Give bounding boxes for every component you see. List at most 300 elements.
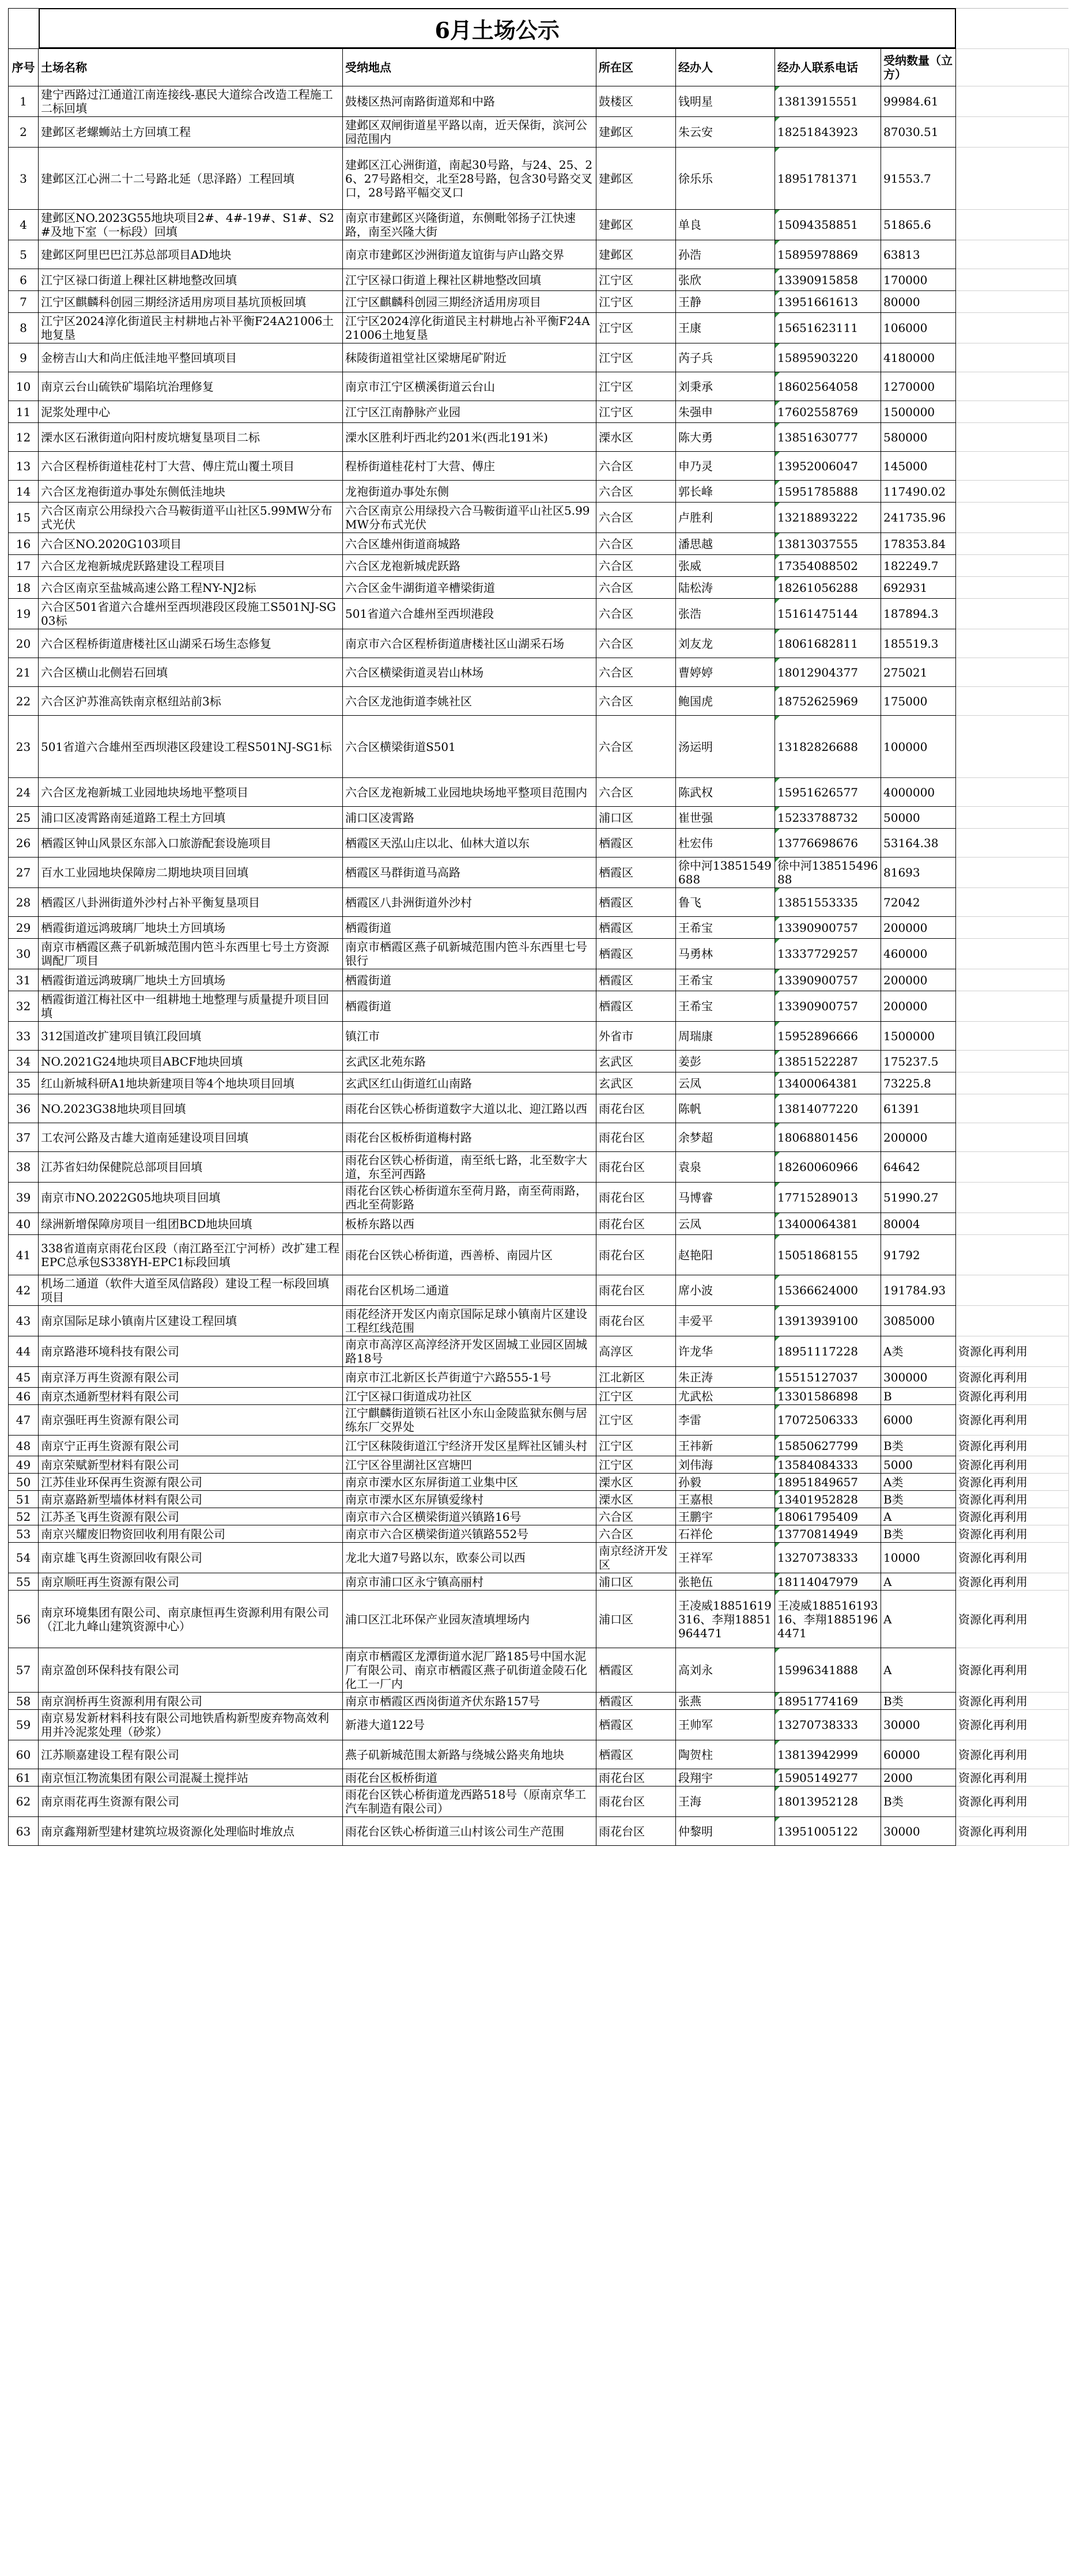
cell-extra: 资源化再利用 [956, 1817, 1069, 1846]
table-row [9, 1456, 1069, 1474]
cell-extra [956, 1235, 1069, 1275]
cell-seq: 7 [9, 291, 39, 313]
cell-extra: 资源化再利用 [956, 1740, 1069, 1769]
cell-phone: 17354088502 [775, 555, 881, 577]
cell-district: 六合区 [596, 1508, 676, 1525]
cell-seq: 54 [9, 1543, 39, 1573]
cell-name: 南京强旺再生资源有限公司 [39, 1405, 343, 1436]
cell-phone: 13390915858 [775, 269, 881, 291]
cell-seq: 45 [9, 1367, 39, 1388]
table-row [9, 1591, 1069, 1648]
cell-seq: 33 [9, 1022, 39, 1051]
table-row [9, 991, 1069, 1022]
cell-name: NO.2023G38地块项目回填 [39, 1094, 343, 1123]
cell-district: 栖霞区 [596, 858, 676, 888]
table-row [9, 1306, 1069, 1336]
cell-handler: 马勇林 [676, 939, 775, 969]
cell-phone: 15366624000 [775, 1275, 881, 1306]
cell-phone: 13813942999 [775, 1740, 881, 1769]
cell-extra: 资源化再利用 [956, 1436, 1069, 1456]
cell-quantity: 182249.7 [881, 555, 956, 577]
cell-district: 雨花台区 [596, 1152, 676, 1183]
cell-district: 雨花台区 [596, 1275, 676, 1306]
cell-district: 栖霞区 [596, 917, 676, 939]
cell-seq: 5 [9, 240, 39, 269]
cell-quantity: B类 [881, 1491, 956, 1508]
cell-name: 江宁区禄口街道上稞社区耕地整改回填 [39, 269, 343, 291]
cell-quantity: 5000 [881, 1456, 956, 1474]
cell-handler: 鲁飞 [676, 888, 775, 917]
cell-name: 江宁区麒麟科创园三期经济适用房项目基坑顶板回填 [39, 291, 343, 313]
cell-phone: 王凌威18851619316、李翔18851964471 [775, 1591, 881, 1648]
cell-phone: 18251843923 [775, 117, 881, 148]
cell-seq: 11 [9, 401, 39, 423]
cell-seq: 31 [9, 969, 39, 991]
cell-name: 南京杰通新型材料有限公司 [39, 1388, 343, 1405]
cell-district: 江宁区 [596, 372, 676, 401]
cell-extra [956, 991, 1069, 1022]
cell-district: 雨花台区 [596, 1769, 676, 1786]
cell-name: 江苏圣飞再生资源有限公司 [39, 1508, 343, 1525]
cell-seq: 46 [9, 1388, 39, 1405]
cell-location: 秣陵街道祖堂社区梁塘尾矿附近 [343, 343, 596, 372]
cell-location: 栖霞区八卦洲街道外沙村 [343, 888, 596, 917]
cell-location: 六合区金牛湖街道辛槽梁街道 [343, 577, 596, 599]
cell-phone: 15161475144 [775, 599, 881, 629]
cell-name: 栖霞街道远鸿玻璃厂地块土方回填场 [39, 969, 343, 991]
table-row [9, 1072, 1069, 1094]
cell-extra [956, 555, 1069, 577]
cell-seq: 24 [9, 778, 39, 807]
cell-quantity: 300000 [881, 1367, 956, 1388]
cell-handler: 王希宝 [676, 969, 775, 991]
cell-location: 江宁区秣陵街道江宁经济开发区星辉社区铺头村 [343, 1436, 596, 1456]
cell-location: 鼓楼区热河南路街道郑和中路 [343, 86, 596, 117]
cell-quantity: A [881, 1648, 956, 1693]
cell-district: 建邺区 [596, 148, 676, 210]
cell-seq: 21 [9, 658, 39, 687]
cell-location: 江宁区禄口街道上稞社区耕地整改回填 [343, 269, 596, 291]
cell-quantity: 580000 [881, 423, 956, 452]
cell-location: 龙北大道7号路以东，欧泰公司以西 [343, 1543, 596, 1573]
cell-location: 雨花台区机场二通道 [343, 1275, 596, 1306]
cell-seq: 60 [9, 1740, 39, 1769]
cell-handler: 王希宝 [676, 917, 775, 939]
cell-name: 六合区NO.2020G103项目 [39, 533, 343, 555]
cell-seq: 26 [9, 829, 39, 858]
cell-handler: 王帅军 [676, 1710, 775, 1740]
cell-location: 南京市江宁区横溪街道云台山 [343, 372, 596, 401]
cell-quantity: 241735.96 [881, 503, 956, 533]
cell-quantity: 200000 [881, 969, 956, 991]
table-row [9, 401, 1069, 423]
cell-seq: 25 [9, 807, 39, 829]
cell-name: 江苏佳业环保再生资源有限公司 [39, 1474, 343, 1491]
cell-seq: 48 [9, 1436, 39, 1456]
cell-quantity: 30000 [881, 1710, 956, 1740]
land-table [8, 48, 1069, 1846]
cell-district: 六合区 [596, 599, 676, 629]
cell-handler: 王希宝 [676, 991, 775, 1022]
cell-extra [956, 577, 1069, 599]
cell-location: 雨花台区铁心桥街道数字大道以北、迎江路以西 [343, 1094, 596, 1123]
cell-phone: 17072506333 [775, 1405, 881, 1436]
cell-phone: 13584084333 [775, 1456, 881, 1474]
cell-quantity: 1500000 [881, 1022, 956, 1051]
cell-location: 镇江市 [343, 1022, 596, 1051]
cell-extra [956, 629, 1069, 658]
table-row [9, 1525, 1069, 1543]
cell-extra: 资源化再利用 [956, 1336, 1069, 1367]
cell-name: 六合区南京至盐城高速公路工程NY-NJ2标 [39, 577, 343, 599]
cell-district: 雨花台区 [596, 1235, 676, 1275]
cell-location: 栖霞区马群街道马高路 [343, 858, 596, 888]
cell-name: 建宁西路过江通道江南连接线-惠民大道综合改造工程施工二标回填 [39, 86, 343, 117]
cell-phone: 13913939100 [775, 1306, 881, 1336]
cell-quantity: 170000 [881, 269, 956, 291]
cell-handler: 张燕 [676, 1693, 775, 1710]
cell-district: 六合区 [596, 778, 676, 807]
cell-name: 南京恒江物流集团有限公司混凝土搅拌站 [39, 1769, 343, 1786]
cell-name: 六合区龙袍新城工业园地块场地平整项目 [39, 778, 343, 807]
cell-quantity: A类 [881, 1474, 956, 1491]
cell-handler: 孙浩 [676, 240, 775, 269]
cell-extra: 资源化再利用 [956, 1573, 1069, 1591]
cell-extra: 资源化再利用 [956, 1388, 1069, 1405]
cell-extra [956, 917, 1069, 939]
cell-phone: 13390900757 [775, 991, 881, 1022]
cell-name: 南京鑫翔新型建材建筑垃圾资源化处理临时堆放点 [39, 1817, 343, 1846]
cell-quantity: 275021 [881, 658, 956, 687]
cell-seq: 32 [9, 991, 39, 1022]
cell-quantity: 91553.7 [881, 148, 956, 210]
cell-district: 六合区 [596, 555, 676, 577]
cell-name: 南京润桥再生资源利用有限公司 [39, 1693, 343, 1710]
cell-handler: 张威 [676, 555, 775, 577]
cell-quantity: A类 [881, 1336, 956, 1367]
cell-phone: 13390900757 [775, 969, 881, 991]
cell-seq: 36 [9, 1094, 39, 1123]
cell-district: 高淳区 [596, 1336, 676, 1367]
cell-extra [956, 401, 1069, 423]
cell-district: 玄武区 [596, 1051, 676, 1072]
cell-quantity: 63813 [881, 240, 956, 269]
cell-seq: 1 [9, 86, 39, 117]
cell-district: 六合区 [596, 533, 676, 555]
cell-seq: 63 [9, 1817, 39, 1846]
cell-quantity: B类 [881, 1436, 956, 1456]
cell-extra: 资源化再利用 [956, 1769, 1069, 1786]
cell-phone: 15951785888 [775, 481, 881, 503]
table-row [9, 1740, 1069, 1769]
cell-handler: 王康 [676, 313, 775, 343]
header-handler: 经办人 [676, 49, 775, 86]
cell-phone: 17715289013 [775, 1183, 881, 1213]
cell-location: 501省道六合雄州至西坝港段 [343, 599, 596, 629]
cell-location: 南京市溧水区东屏街道工业集中区 [343, 1474, 596, 1491]
cell-phone: 18602564058 [775, 372, 881, 401]
cell-quantity: B类 [881, 1786, 956, 1817]
cell-quantity: 191784.93 [881, 1275, 956, 1306]
cell-extra [956, 1051, 1069, 1072]
cell-quantity: 10000 [881, 1543, 956, 1573]
table-row [9, 1022, 1069, 1051]
cell-handler: 徐中河13851549688 [676, 858, 775, 888]
cell-phone: 18061682811 [775, 629, 881, 658]
cell-phone: 13400064381 [775, 1072, 881, 1094]
cell-extra: 资源化再利用 [956, 1786, 1069, 1817]
cell-phone: 18261056288 [775, 577, 881, 599]
cell-location: 溧水区胜利圩西北约201米(西北191米) [343, 423, 596, 452]
cell-location: 南京市浦口区永宁镇高丽村 [343, 1573, 596, 1591]
cell-phone: 18951849657 [775, 1474, 881, 1491]
cell-extra [956, 939, 1069, 969]
table-row [9, 687, 1069, 716]
cell-district: 外省市 [596, 1022, 676, 1051]
cell-name: 六合区龙袍街道办事处东侧低洼地块 [39, 481, 343, 503]
cell-extra: 资源化再利用 [956, 1710, 1069, 1740]
cell-location: 六合区龙池街道李姚社区 [343, 687, 596, 716]
cell-quantity: 4000000 [881, 778, 956, 807]
cell-location: 六合区南京公用绿投六合马鞍街道平山社区5.99MW分布式光伏 [343, 503, 596, 533]
cell-seq: 34 [9, 1051, 39, 1072]
cell-phone: 13270738333 [775, 1543, 881, 1573]
cell-extra [956, 117, 1069, 148]
cell-phone: 13400064381 [775, 1213, 881, 1235]
cell-location: 栖霞街道 [343, 969, 596, 991]
cell-location: 燕子矶新城范围太新路与绕城公路夹角地块 [343, 1740, 596, 1769]
cell-extra [956, 240, 1069, 269]
cell-quantity: 50000 [881, 807, 956, 829]
cell-seq: 10 [9, 372, 39, 401]
cell-extra [956, 858, 1069, 888]
cell-district: 栖霞区 [596, 1740, 676, 1769]
cell-extra: 资源化再利用 [956, 1474, 1069, 1491]
table-row [9, 1094, 1069, 1123]
cell-phone: 13270738333 [775, 1710, 881, 1740]
cell-seq: 40 [9, 1213, 39, 1235]
cell-extra [956, 1275, 1069, 1306]
cell-district: 六合区 [596, 629, 676, 658]
cell-handler: 陈帆 [676, 1094, 775, 1123]
cell-handler: 朱正涛 [676, 1367, 775, 1388]
cell-seq: 56 [9, 1591, 39, 1648]
table-row [9, 629, 1069, 658]
cell-name: NO.2021G24地块项目ABCF地块回填 [39, 1051, 343, 1072]
cell-extra: 资源化再利用 [956, 1648, 1069, 1693]
cell-location: 南京市栖霞区龙潭街道水泥厂路185号中国水泥厂有限公司、南京市栖霞区燕子矶街道金陵石化化工一厂内 [343, 1648, 596, 1693]
cell-phone: 15515127037 [775, 1367, 881, 1388]
cell-district: 溧水区 [596, 1491, 676, 1508]
table-row [9, 291, 1069, 313]
cell-quantity: 61391 [881, 1094, 956, 1123]
cell-seq: 22 [9, 687, 39, 716]
cell-phone: 18114047979 [775, 1573, 881, 1591]
cell-district: 栖霞区 [596, 969, 676, 991]
cell-extra [956, 969, 1069, 991]
cell-district: 六合区 [596, 503, 676, 533]
cell-quantity: 30000 [881, 1817, 956, 1846]
cell-handler: 刘伟海 [676, 1456, 775, 1474]
cell-location: 雨花台区铁心桥街道，南至纸七路，北至数字大道，东至河西路 [343, 1152, 596, 1183]
cell-quantity: 692931 [881, 577, 956, 599]
cell-handler: 朱云安 [676, 117, 775, 148]
cell-quantity: 73225.8 [881, 1072, 956, 1094]
table-row [9, 1543, 1069, 1573]
cell-quantity: 2000 [881, 1769, 956, 1786]
cell-seq: 41 [9, 1235, 39, 1275]
cell-location: 江宁区谷里湖社区宫塘凹 [343, 1456, 596, 1474]
cell-phone: 13851522287 [775, 1051, 881, 1072]
table-row [9, 313, 1069, 343]
table-row [9, 1235, 1069, 1275]
cell-quantity: B [881, 1388, 956, 1405]
cell-seq: 39 [9, 1183, 39, 1213]
cell-name: 建邺区阿里巴巴江苏总部项目AD地块 [39, 240, 343, 269]
cell-location: 南京市高淳区高淳经济开发区固城工业园区固城路18号 [343, 1336, 596, 1367]
cell-name: 栖霞区钟山风景区东部入口旅游配套设施项目 [39, 829, 343, 858]
cell-name: 江苏省妇幼保健院总部项目回填 [39, 1152, 343, 1183]
cell-seq: 35 [9, 1072, 39, 1094]
cell-quantity: 460000 [881, 939, 956, 969]
table-row [9, 599, 1069, 629]
cell-extra [956, 423, 1069, 452]
cell-phone: 15895978869 [775, 240, 881, 269]
header-phone: 经办人联系电话 [775, 49, 881, 86]
cell-extra [956, 291, 1069, 313]
cell-phone: 13813915551 [775, 86, 881, 117]
cell-quantity: 53164.38 [881, 829, 956, 858]
cell-seq: 59 [9, 1710, 39, 1740]
cell-district: 六合区 [596, 716, 676, 778]
cell-seq: 61 [9, 1769, 39, 1786]
cell-seq: 9 [9, 343, 39, 372]
cell-name: 南京路港环境科技有限公司 [39, 1336, 343, 1367]
table-row [9, 148, 1069, 210]
cell-extra: 资源化再利用 [956, 1591, 1069, 1648]
table-row [9, 1710, 1069, 1740]
cell-location: 雨花台区铁心桥街道，西善桥、南园片区 [343, 1235, 596, 1275]
table-row [9, 240, 1069, 269]
cell-location: 雨花台区铁心桥街道东至荷月路，南至荷雨路，西北至荷影路 [343, 1183, 596, 1213]
cell-district: 江北新区 [596, 1367, 676, 1388]
cell-extra [956, 599, 1069, 629]
cell-seq: 58 [9, 1693, 39, 1710]
cell-seq: 29 [9, 917, 39, 939]
cell-district: 浦口区 [596, 1591, 676, 1648]
cell-name: 六合区横山北侧岩石回填 [39, 658, 343, 687]
cell-name: 南京国际足球小镇南片区建设工程回填 [39, 1306, 343, 1336]
cell-extra: 资源化再利用 [956, 1491, 1069, 1508]
cell-extra [956, 807, 1069, 829]
cell-extra [956, 687, 1069, 716]
cell-seq: 18 [9, 577, 39, 599]
cell-seq: 42 [9, 1275, 39, 1306]
cell-district: 六合区 [596, 452, 676, 481]
cell-location: 雨花台区铁心桥街道三山村该公司生产范围 [343, 1817, 596, 1846]
cell-district: 江宁区 [596, 269, 676, 291]
cell-district: 栖霞区 [596, 1693, 676, 1710]
table-row [9, 1769, 1069, 1786]
cell-name: 南京顺旺再生资源有限公司 [39, 1573, 343, 1591]
cell-extra [956, 716, 1069, 778]
cell-phone: 13770814949 [775, 1525, 881, 1543]
cell-phone: 18068801456 [775, 1123, 881, 1152]
cell-name: 南京雄飞再生资源回收有限公司 [39, 1543, 343, 1573]
cell-name: 溧水区石湫街道向阳村废坑塘复垦项目二标 [39, 423, 343, 452]
cell-location: 栖霞区天泓山庄以北、仙林大道以东 [343, 829, 596, 858]
cell-district: 建邺区 [596, 117, 676, 148]
cell-quantity: 80004 [881, 1213, 956, 1235]
cell-handler: 徐乐乐 [676, 148, 775, 210]
cell-location: 南京市溧水区东屏镇爱缘村 [343, 1491, 596, 1508]
cell-district: 六合区 [596, 577, 676, 599]
cell-handler: 余梦超 [676, 1123, 775, 1152]
cell-district: 雨花台区 [596, 1306, 676, 1336]
cell-location: 江宁区麒麟科创园三期经济适用房项目 [343, 291, 596, 313]
cell-handler: 崔世强 [676, 807, 775, 829]
cell-seq: 28 [9, 888, 39, 917]
table-row [9, 577, 1069, 599]
table-row [9, 1405, 1069, 1436]
cell-quantity: 1270000 [881, 372, 956, 401]
cell-name: 南京雨花再生资源有限公司 [39, 1786, 343, 1817]
cell-district: 溧水区 [596, 1474, 676, 1491]
cell-extra [956, 1123, 1069, 1152]
table-row [9, 1693, 1069, 1710]
cell-handler: 郭长峰 [676, 481, 775, 503]
cell-district: 雨花台区 [596, 1213, 676, 1235]
cell-seq: 13 [9, 452, 39, 481]
cell-quantity: 91792 [881, 1235, 956, 1275]
cell-location: 程桥街道桂花村丁大营、傅庄 [343, 452, 596, 481]
cell-phone: 13301586898 [775, 1388, 881, 1405]
cell-location: 雨花台区铁心桥街道龙西路518号（原南京华工汽车制造有限公司） [343, 1786, 596, 1817]
cell-quantity: 87030.51 [881, 117, 956, 148]
cell-phone: 18061795409 [775, 1508, 881, 1525]
cell-quantity: 175237.5 [881, 1051, 956, 1072]
cell-handler: 孙毅 [676, 1474, 775, 1491]
cell-location: 浦口区江北环保产业园灰渣填埋场内 [343, 1591, 596, 1648]
cell-name: 南京兴耀废旧物资回收利用有限公司 [39, 1525, 343, 1543]
table-row [9, 1183, 1069, 1213]
cell-handler: 李雷 [676, 1405, 775, 1436]
cell-handler: 丰爱平 [676, 1306, 775, 1336]
cell-handler: 卢胜利 [676, 503, 775, 533]
cell-district: 建邺区 [596, 210, 676, 240]
cell-handler: 王祥军 [676, 1543, 775, 1573]
cell-extra [956, 829, 1069, 858]
cell-extra [956, 533, 1069, 555]
cell-seq: 3 [9, 148, 39, 210]
cell-quantity: 6000 [881, 1405, 956, 1436]
cell-district: 江宁区 [596, 1388, 676, 1405]
cell-name: 南京易发新材料科技有限公司地铁盾构新型废弃物高效利用并冷泥浆处理（砂浆） [39, 1710, 343, 1740]
cell-quantity: A [881, 1573, 956, 1591]
cell-quantity: 51990.27 [881, 1183, 956, 1213]
cell-extra [956, 1022, 1069, 1051]
title-row [8, 8, 1068, 48]
cell-name: 南京云台山硫铁矿塌陷坑治理修复 [39, 372, 343, 401]
cell-name: 栖霞街道江梅社区中一组耕地土地整理与质量提升项目回填 [39, 991, 343, 1022]
cell-handler: 王静 [676, 291, 775, 313]
cell-handler: 云凤 [676, 1072, 775, 1094]
cell-district: 江宁区 [596, 1456, 676, 1474]
cell-phone: 13813037555 [775, 533, 881, 555]
cell-phone: 13337729257 [775, 939, 881, 969]
header-seq: 序号 [9, 49, 39, 86]
cell-location: 栖霞街道 [343, 991, 596, 1022]
